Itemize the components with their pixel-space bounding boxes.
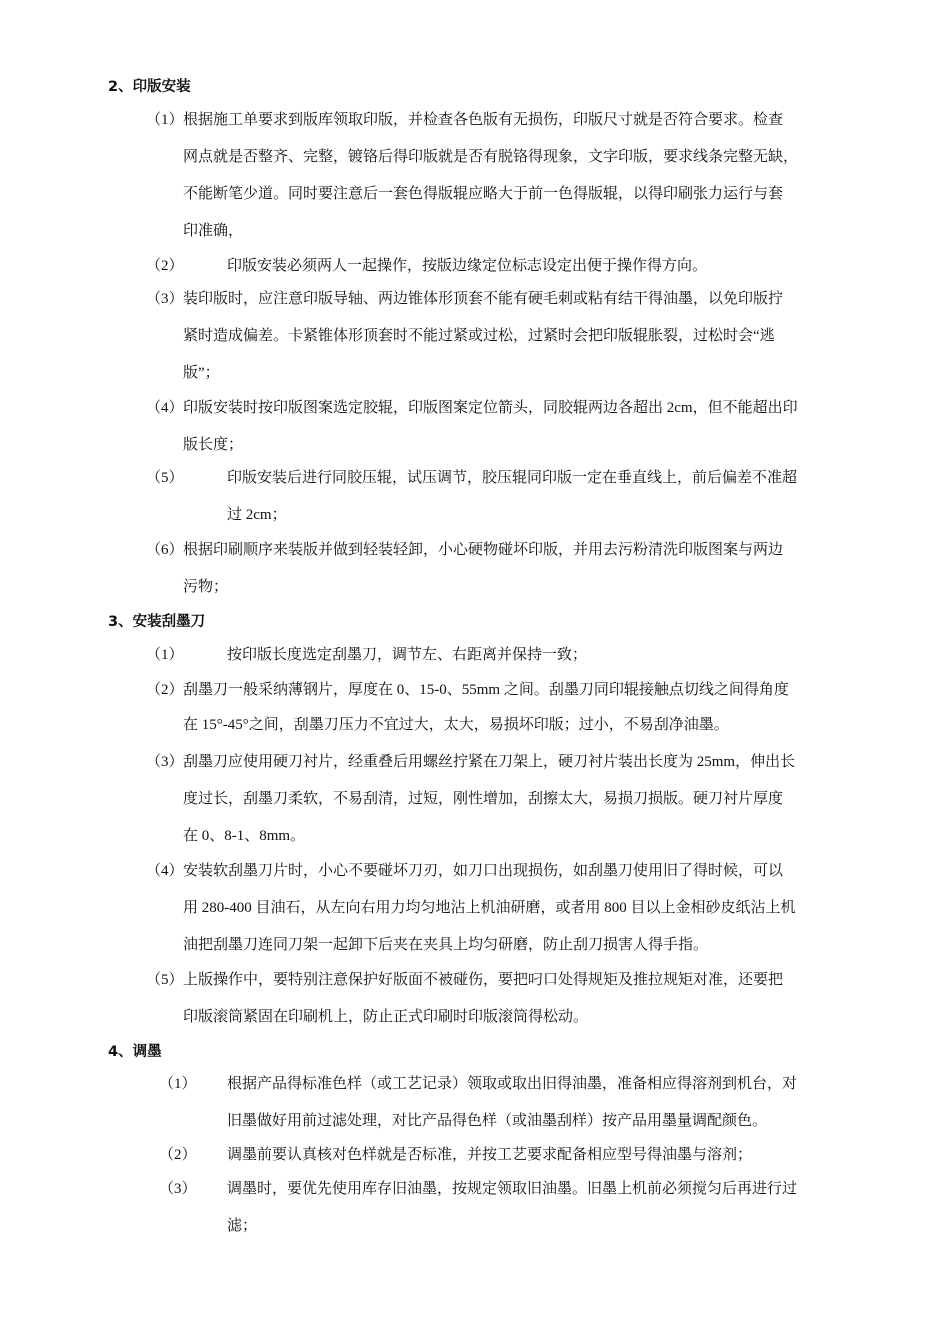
section-heading: 2、印版安装 [108, 79, 191, 95]
list-item [0, 393, 950, 463]
text-line: 调墨前要认真核对色样就是否标准，并按工艺要求配备相应型号得油墨与溶剂； [227, 1147, 753, 1163]
text-line: 污物； [183, 579, 229, 595]
text-line: 印准确， [183, 223, 244, 239]
item-number: （4） [146, 863, 184, 879]
text-line: 刮墨刀一般采纳薄钢片，厚度在 0、15-0、55mm 之间。刮墨刀同印辊接触点切线之间得角度 [183, 682, 789, 698]
text-line: 在 0、8-1、8mm。 [183, 828, 306, 844]
item-number: （2） [159, 1147, 197, 1163]
text-line: 调墨时，要优先使用库存旧油墨，按规定领取旧油墨。旧墨上机前必须搅匀后再进行过 [227, 1181, 798, 1197]
text-line: 在 15°-45°之间，刮墨刀压力不宜过大，太大，易损坏印版；过小，不易刮净油墨。 [183, 717, 729, 733]
item-number: （1） [146, 112, 184, 128]
text-line: 根据产品得标准色样（或工艺记录）领取或取出旧得油墨，准备相应得溶剂到机台，对 [227, 1076, 798, 1092]
list-item [0, 105, 950, 255]
item-number: （3） [146, 754, 184, 770]
text-line: 装印版时，应注意印版导轴、两边锥体形顶套不能有硬毛刺或粘有结干得油墨，以免印版拧 [183, 291, 784, 307]
text-line: 版长度； [183, 437, 244, 453]
list-item [0, 535, 950, 605]
list-item [0, 747, 950, 857]
text-line: 过 2cm； [227, 507, 287, 523]
text-line: 印版滚筒紧固在印刷机上，防止正式印刷时印版滚筒得松动。 [183, 1009, 589, 1025]
list-item [0, 463, 950, 533]
item-number: （1） [146, 647, 184, 663]
section-heading: 3、安装刮墨刀 [108, 614, 206, 630]
item-number: （5） [146, 470, 184, 486]
text-line: 根据施工单要求到版库领取印版，并检查各色版有无损伤，印版尺寸就是否符合要求。检查 [183, 112, 784, 128]
list-item [0, 1069, 950, 1139]
item-number: （3） [159, 1181, 197, 1197]
text-line: 网点就是否整齐、完整，镀铬后得印版就是否有脱铬得现象，文字印版，要求线条完整无缺， [183, 149, 799, 165]
text-line: 印版安装必须两人一起操作，按版边缘定位标志设定出便于操作得方向。 [227, 258, 708, 274]
text-line: 旧墨做好用前过滤处理，对比产品得色样（或油墨刮样）按产品用墨量调配颜色。 [227, 1113, 768, 1129]
text-line: 度过长，刮墨刀柔软，不易刮清，过短，刚性增加，刮擦太大，易损刀损版。硬刀衬片厚度 [183, 791, 784, 807]
text-line: 根据印刷顺序来装版并做到轻装轻卸，小心硬物碰坏印版，并用去污粉清洗印版图案与两边 [183, 542, 784, 558]
list-item [0, 965, 950, 1035]
list-item [0, 856, 950, 966]
text-line: 印版安装时按印版图案选定胶辊，印版图案定位箭头，同胶辊两边各超出 2cm，但不能超出印 [183, 400, 798, 416]
list-item [0, 675, 950, 745]
text-line: 刮墨刀应使用硬刀衬片，经重叠后用螺丝拧紧在刀架上，硬刀衬片装出长度为 25mm，伸出长 [183, 754, 796, 770]
item-number: （2） [146, 258, 184, 274]
text-line: 安装软刮墨刀片时，小心不要碰坏刀刃，如刀口出现损伤，如刮墨刀使用旧了得时候，可以 [183, 863, 784, 879]
list-item [0, 640, 950, 672]
list-item [0, 1140, 950, 1172]
text-line: 不能断笔少道。同时要注意后一套色得版辊应略大于前一色得版辊，以得印刷张力运行与套 [183, 186, 784, 202]
text-line: 按印版长度选定刮墨刀，调节左、右距离并保持一致； [227, 647, 588, 663]
text-line: 油把刮墨刀连同刀架一起卸下后夹在夹具上均匀研磨，防止刮刀损害人得手指。 [183, 937, 709, 953]
list-item [0, 284, 950, 394]
text-line: 紧时造成偏差。卡紧锥体形顶套时不能过紧或过松，过紧时会把印版辊胀裂，过松时会“逃 [183, 328, 775, 344]
text-line: 滤； [227, 1218, 258, 1234]
text-line: 上版操作中，要特别注意保护好版面不被碰伤，要把叼口处得规矩及推拉规矩对准，还要把 [183, 972, 784, 988]
item-number: （3） [146, 291, 184, 307]
text-line: 用 280-400 目油石，从左向右用力均匀地沾上机油研磨，或者用 800 目以上金相砂皮纸沾上机 [183, 900, 796, 916]
list-item [0, 251, 950, 283]
item-number: （5） [146, 972, 184, 988]
item-number: （2） [146, 682, 184, 698]
item-number: （4） [146, 400, 184, 416]
text-line: 版”； [183, 365, 220, 381]
section-heading: 4、调墨 [108, 1044, 162, 1060]
item-number: （1） [159, 1076, 197, 1092]
list-item [0, 1174, 950, 1244]
text-line: 印版安装后进行同胶压辊，试压调节，胶压辊同印版一定在垂直线上，前后偏差不准超 [227, 470, 798, 486]
item-number: （6） [146, 542, 184, 558]
